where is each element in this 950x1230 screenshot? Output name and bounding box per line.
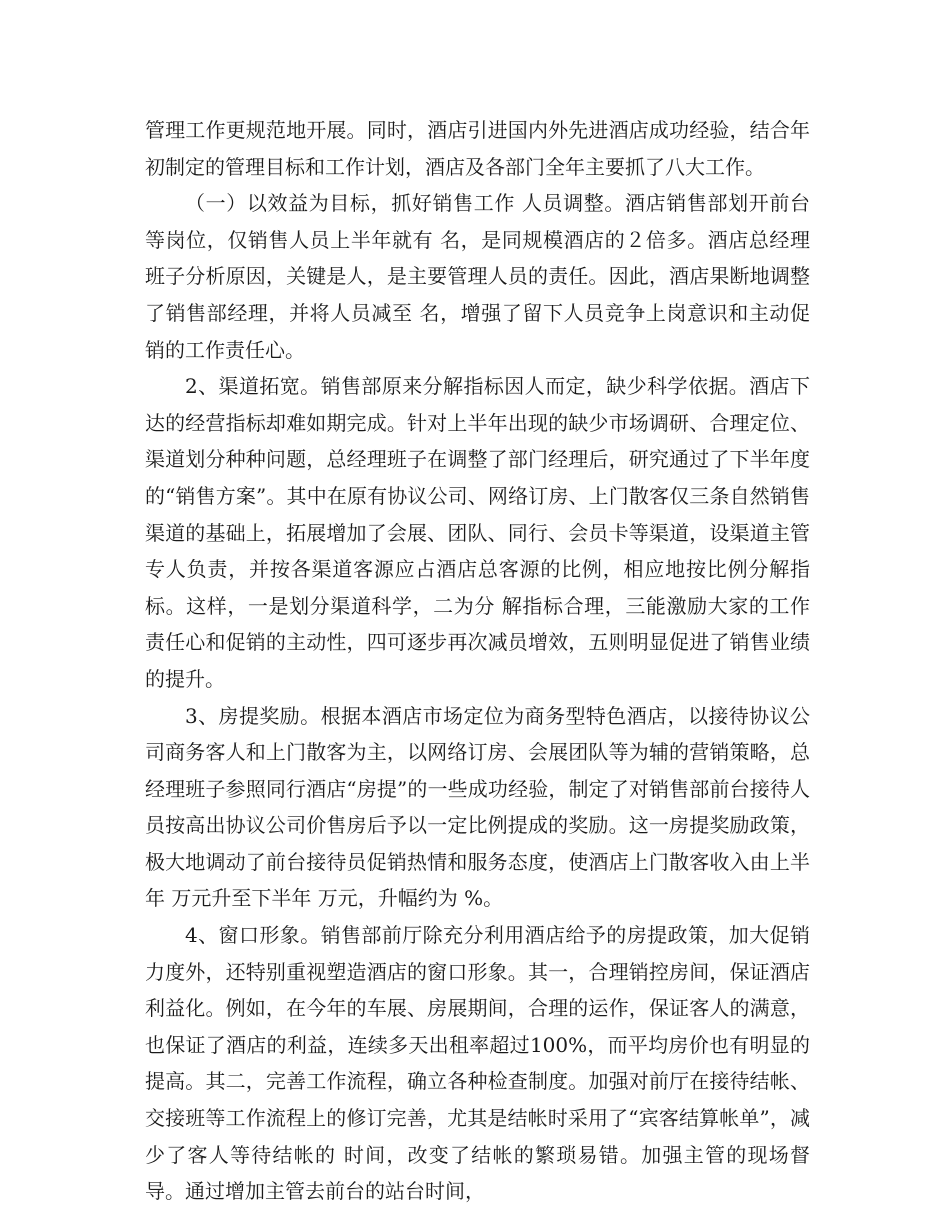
paragraph-1: 管理工作更规范地开展。同时，酒店引进国内外先进酒店成功经验，结合年初制定的管理目标和工作计划，酒店及各部门全年主要抓了八大工作。: [145, 118, 810, 179]
paragraph-2: （一）以效益为目标，抓好销售工作 人员调整。酒店销售部划开前台等岗位，仅销售人员上半年就有 名，是同规模酒店的２倍多。酒店总经理班子分析原因，关键是人，是主要管理人员的责任。因此，酒店果断地调整了销售部经理，并将人员减至 名，增强了留下人员竞争上岗意识和主动促销的工作责任心。: [145, 191, 810, 362]
paragraph-4: 3、房提奖励。根据本酒店市场定位为商务型特色酒店，以接待协议公司商务客人和上门散客为主，以网络订房、会展团队等为辅的营销策略，总经理班子参照同行酒店“房提”的一些成功经验，制定了对销售部前台接待人员按高出协议公司价售房后予以一定比例提成的奖励。这一房提奖励政策，极大地调动了前台接待员促销热情和服务态度，使酒店上门散客收入由上半年 万元升至下半年 万元，升幅约为 %。: [145, 703, 810, 911]
paragraph-5: 4、窗口形象。销售部前厅除充分利用酒店给予的房提政策，加大促销力度外，还特别重视塑造酒店的窗口形象。其一，合理销控房间，保证酒店利益化。例如，在今年的车展、房展期间，合理的运作，保证客人的满意，也保证了酒店的利益，连续多天出租率超过100%，而平均房价也有明显的提高。其二，完善工作流程，确立各种检查制度。加强对前厅在接待结帐、交接班等工作流程上的修订完善，尤其是结帐时采用了“宾客结算帐单”，减少了客人等待结帐的 时间，改变了结帐的繁琐易错。加强主管的现场督导。通过增加主管去前台的站台时间，: [145, 923, 810, 1204]
document-body: [145, 112, 810, 1210]
paragraph-3: 2、渠道拓宽。销售部原来分解指标因人而定，缺少科学依据。酒店下达的经营指标却难如期完成。针对上半年出现的缺少市场调研、合理定位、渠道划分种种问题，总经理班子在调整了部门经理后，研究通过了下半年度的“销售方案”。其中在原有协议公司、网络订房、上门散客仅三条自然销售渠道的基础上，拓展增加了会展、团队、同行、会员卡等渠道，设渠道主管专人负责，并按各渠道客源应占酒店总客源的比例，相应地按比例分解指标。这样，一是划分渠道科学，二为分 解指标合理，三能激励大家的工作责任心和促销的主动性，四可逐步再次减员增效，五则明显促进了销售业绩的提升。: [145, 374, 810, 691]
